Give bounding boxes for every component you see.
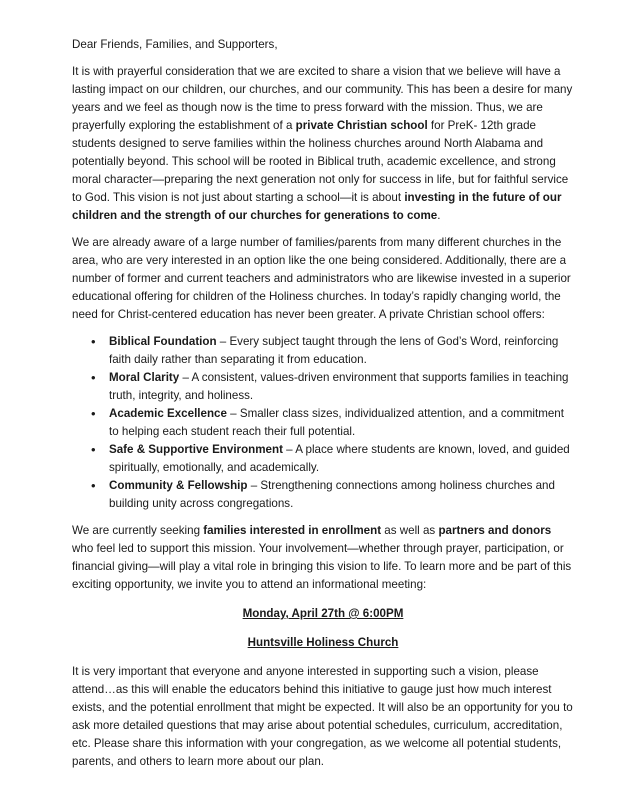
benefit-text: – Strengthening connections among holiness churches and building unity across congregations. [109, 479, 555, 510]
bullet-icon: • [91, 334, 96, 349]
list-item [91, 405, 574, 441]
bullet-icon: • [91, 478, 96, 493]
benefit-text: – A consistent, values-driven environment that supports families in teaching truth, integrity, and holiness. [109, 371, 569, 402]
benefit-text: – Smaller class sizes, individualized attention, and a commitment to helping each student reach their full potential. [109, 407, 564, 438]
list-item [91, 333, 574, 369]
benefit-text: – A place where students are known, loved, and guided spiritually, emotionally, and academically. [109, 443, 570, 474]
list-item [91, 477, 574, 513]
list-item [91, 441, 574, 477]
list-item [91, 369, 574, 405]
paragraph-text: who feel led to support this mission. Your involvement—whether through prayer, participation, or financial giving—will play a vital role in bringing this vision to life. To learn more and be part of this exciting opportunity, we invite you to attend an informational meeting: [72, 542, 572, 591]
emphasis-text: investing in the future of our children and the strength of our churches for generations to come [72, 191, 562, 222]
benefit-text: – Every subject taught through the lens of God’s Word, reinforcing faith daily rather than separating it from education. [109, 335, 559, 366]
meeting-location: Huntsville Holiness Church [247, 636, 399, 649]
bullet-icon: • [91, 442, 96, 457]
meeting-date: Monday, April 27th @ 6:00PM [242, 607, 404, 620]
paragraph-closing: It is very important that everyone and anyone interested in supporting such a vision, please attend…as this will enable the educators behind this initiative to gauge just how much interest exists, and the potential enrollment that might be expected. It will also be an opportunity for you to ask more detailed questions that may arise about potential schedules, curriculum, accreditation, etc. Please share this information with your congregation, as we welcome all potential students, parents, and others to learn more about our plan. [72, 665, 573, 768]
paragraph-text: for PreK- 12th grade students designed to serve families within the holiness churches around North Alabama and potentially beyond. This school will be rooted in Biblical truth, academic excellence, and strong moral character—preparing the next generation not only for success in life, but for faithful service to God. This vision is not just about starting a school—it is about [72, 119, 569, 204]
benefit-term: Academic Excellence [109, 407, 227, 420]
bullet-icon: • [91, 370, 96, 385]
paragraph-text: We are currently seeking [72, 524, 204, 537]
paragraph-need: We are already aware of a large number of families/parents from many different churches in the area, who are very interested in an option like the one being considered. Additionally, there are a number of former and current teachers and administrators who are likewise invested in a superior educational offering for children of the Holiness churches. In today’s rapidly changing world, the need for Christ-centered education has never been greater. A private Christian school offers: [72, 236, 571, 321]
paragraph-vision [72, 63, 574, 225]
benefit-term: Safe & Supportive Environment [109, 443, 283, 456]
emphasis-text: partners and donors [438, 524, 552, 537]
emphasis-text: private Christian school [295, 119, 428, 132]
salutation: Dear Friends, Families, and Supporters, [72, 38, 278, 51]
paragraph-text: . [437, 209, 441, 222]
bullet-icon: • [91, 406, 96, 421]
paragraph-invitation [72, 522, 574, 594]
benefit-term: Moral Clarity [109, 371, 180, 384]
benefits-list [72, 333, 574, 513]
benefit-term: Biblical Foundation [109, 335, 217, 348]
benefit-term: Community & Fellowship [109, 479, 248, 492]
emphasis-text: families interested in enrollment [203, 524, 382, 537]
paragraph-text: as well as [381, 524, 439, 537]
paragraph-text: It is with prayerful consideration that we are excited to share a vision that we believe will have a lasting impact on our children, our churches, and our community. This has been a desire for many years and we feel as though now is the time to press forward with the mission. Thus, we are prayerfully exploring the establishment of a [72, 65, 573, 132]
